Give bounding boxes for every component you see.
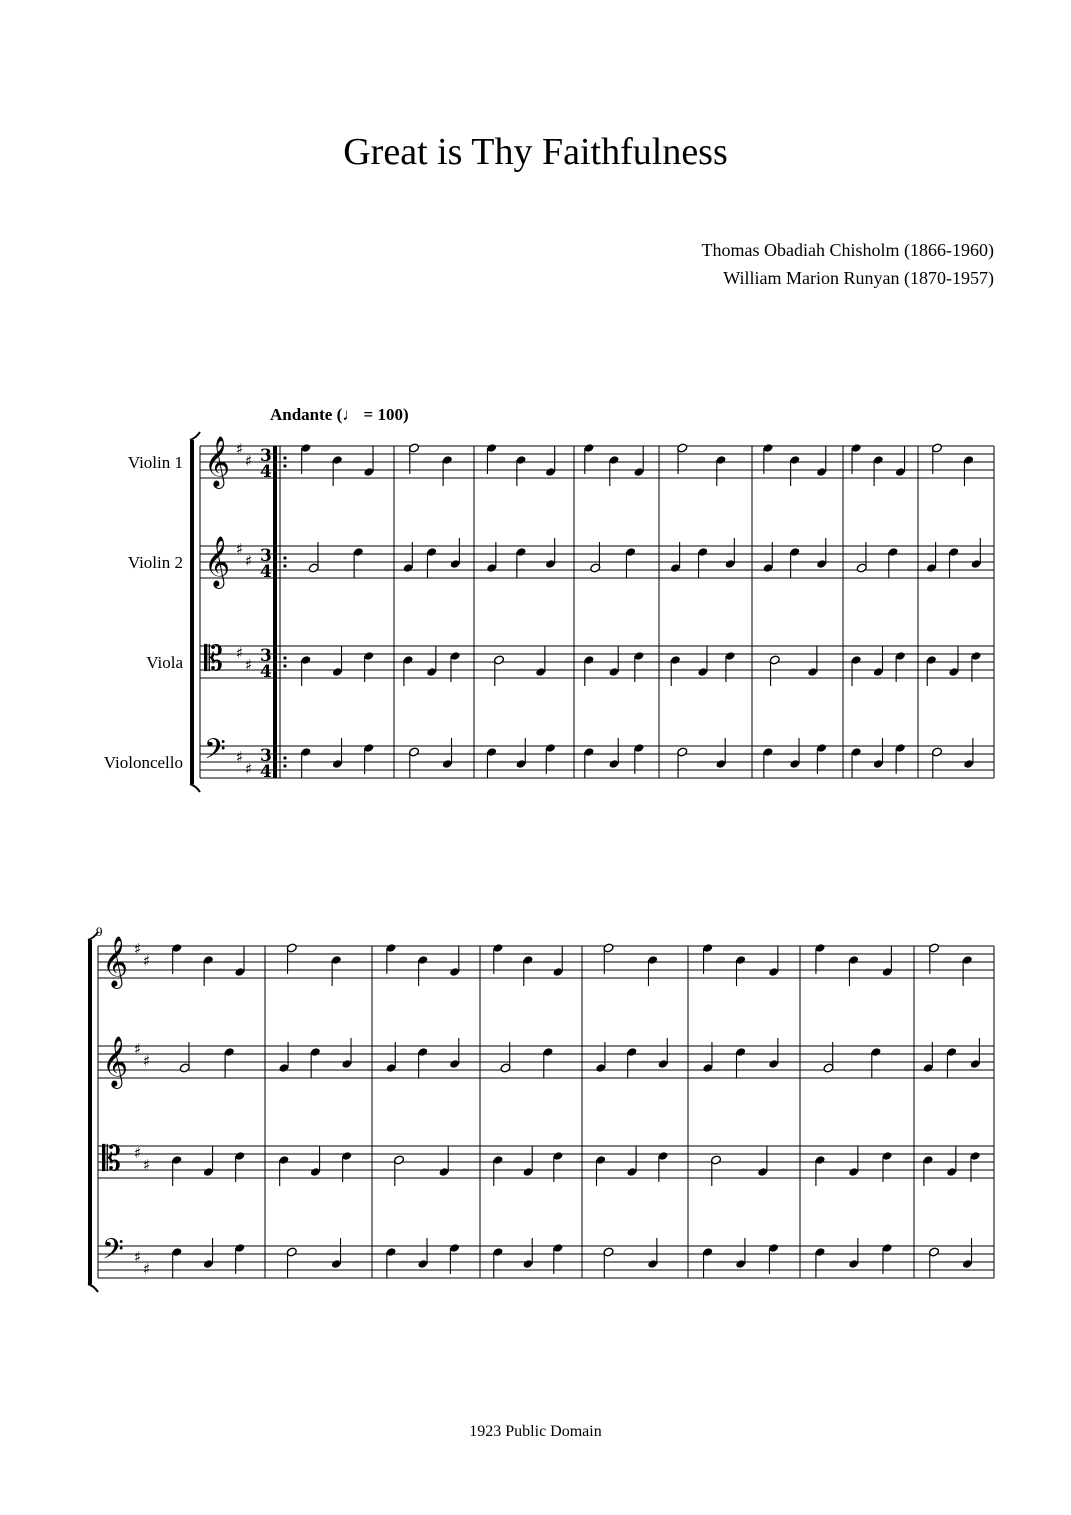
instrument-label-violin2: Violin 2: [127, 553, 183, 572]
time-signature-bottom: 4: [260, 662, 272, 682]
staff-2: [98, 1036, 994, 1089]
sharp-accidental: ♯: [134, 1248, 142, 1266]
staff-3: [200, 639, 994, 682]
time-signature-top: 3: [260, 546, 272, 566]
instrument-label-violoncello: Violoncello: [103, 753, 183, 772]
sharp-accidental: ♯: [245, 656, 253, 674]
system-2: [88, 932, 994, 1292]
treble-clef: 𝄞: [102, 1036, 129, 1087]
treble-clef: 𝄞: [102, 936, 129, 987]
bass-clef: 𝄢: [204, 733, 226, 773]
composer-lyricist: Thomas Obadiah Chisholm (1866-1960): [701, 240, 994, 260]
staff-2: [200, 536, 994, 589]
sharp-accidental: ♯: [143, 1156, 151, 1174]
time-signature-top: 3: [260, 646, 272, 666]
sharp-accidental: ♯: [134, 1144, 142, 1162]
sharp-accidental: ♯: [245, 760, 253, 778]
instrument-label-viola: Viola: [146, 653, 183, 672]
system-1: [190, 432, 994, 792]
sharp-accidental: ♯: [245, 552, 253, 570]
repeat-dot: [283, 656, 286, 659]
bracket-bottom-hook: [88, 1284, 98, 1292]
repeat-dot: [283, 564, 286, 567]
time-signature-top: 3: [260, 446, 272, 466]
bass-clef: 𝄢: [102, 1233, 124, 1273]
repeat-thick-barline: [273, 446, 277, 778]
repeat-dot: [283, 756, 286, 759]
time-signature-bottom: 4: [260, 562, 272, 582]
sharp-accidental: ♯: [143, 1260, 151, 1278]
tempo-marking: Andante (♩ = 100): [270, 405, 409, 424]
sharp-accidental: ♯: [236, 644, 244, 662]
copyright-footer: 1923 Public Domain: [469, 1423, 602, 1440]
time-signature-top: 3: [260, 746, 272, 766]
bracket-bottom-hook: [190, 784, 200, 792]
system-bracket: [190, 440, 194, 784]
composer-music: William Marion Runyan (1870-1957): [723, 268, 994, 288]
alto-clef: 𝄡: [102, 1139, 121, 1179]
measure-number: 9: [96, 924, 103, 939]
staff-4: [98, 1233, 994, 1278]
sharp-accidental: ♯: [236, 440, 244, 458]
sharp-accidental: ♯: [134, 1040, 142, 1058]
bracket-top-hook: [88, 932, 98, 940]
alto-clef: 𝄡: [204, 639, 223, 679]
repeat-dot: [283, 764, 286, 767]
sharp-accidental: ♯: [236, 540, 244, 558]
sharp-accidental: ♯: [245, 452, 253, 470]
repeat-dot: [283, 456, 286, 459]
repeat-dot: [283, 556, 286, 559]
sharp-accidental: ♯: [134, 940, 142, 958]
treble-clef: 𝄞: [204, 536, 231, 587]
sharp-accidental: ♯: [143, 952, 151, 970]
repeat-dot: [283, 664, 286, 667]
score-title: Great is Thy Faithfulness: [343, 131, 728, 173]
repeat-dot: [283, 464, 286, 467]
system-bracket: [88, 940, 92, 1284]
treble-clef: 𝄞: [204, 436, 231, 487]
sharp-accidental: ♯: [236, 748, 244, 766]
staff-4: [200, 733, 994, 782]
bracket-top-hook: [190, 432, 200, 440]
sharp-accidental: ♯: [143, 1052, 151, 1070]
staff-3: [98, 1139, 994, 1179]
instrument-label-violin1: Violin 1: [127, 453, 183, 472]
time-signature-bottom: 4: [260, 462, 272, 482]
staff-1: [98, 936, 994, 989]
time-signature-bottom: 4: [260, 762, 272, 782]
